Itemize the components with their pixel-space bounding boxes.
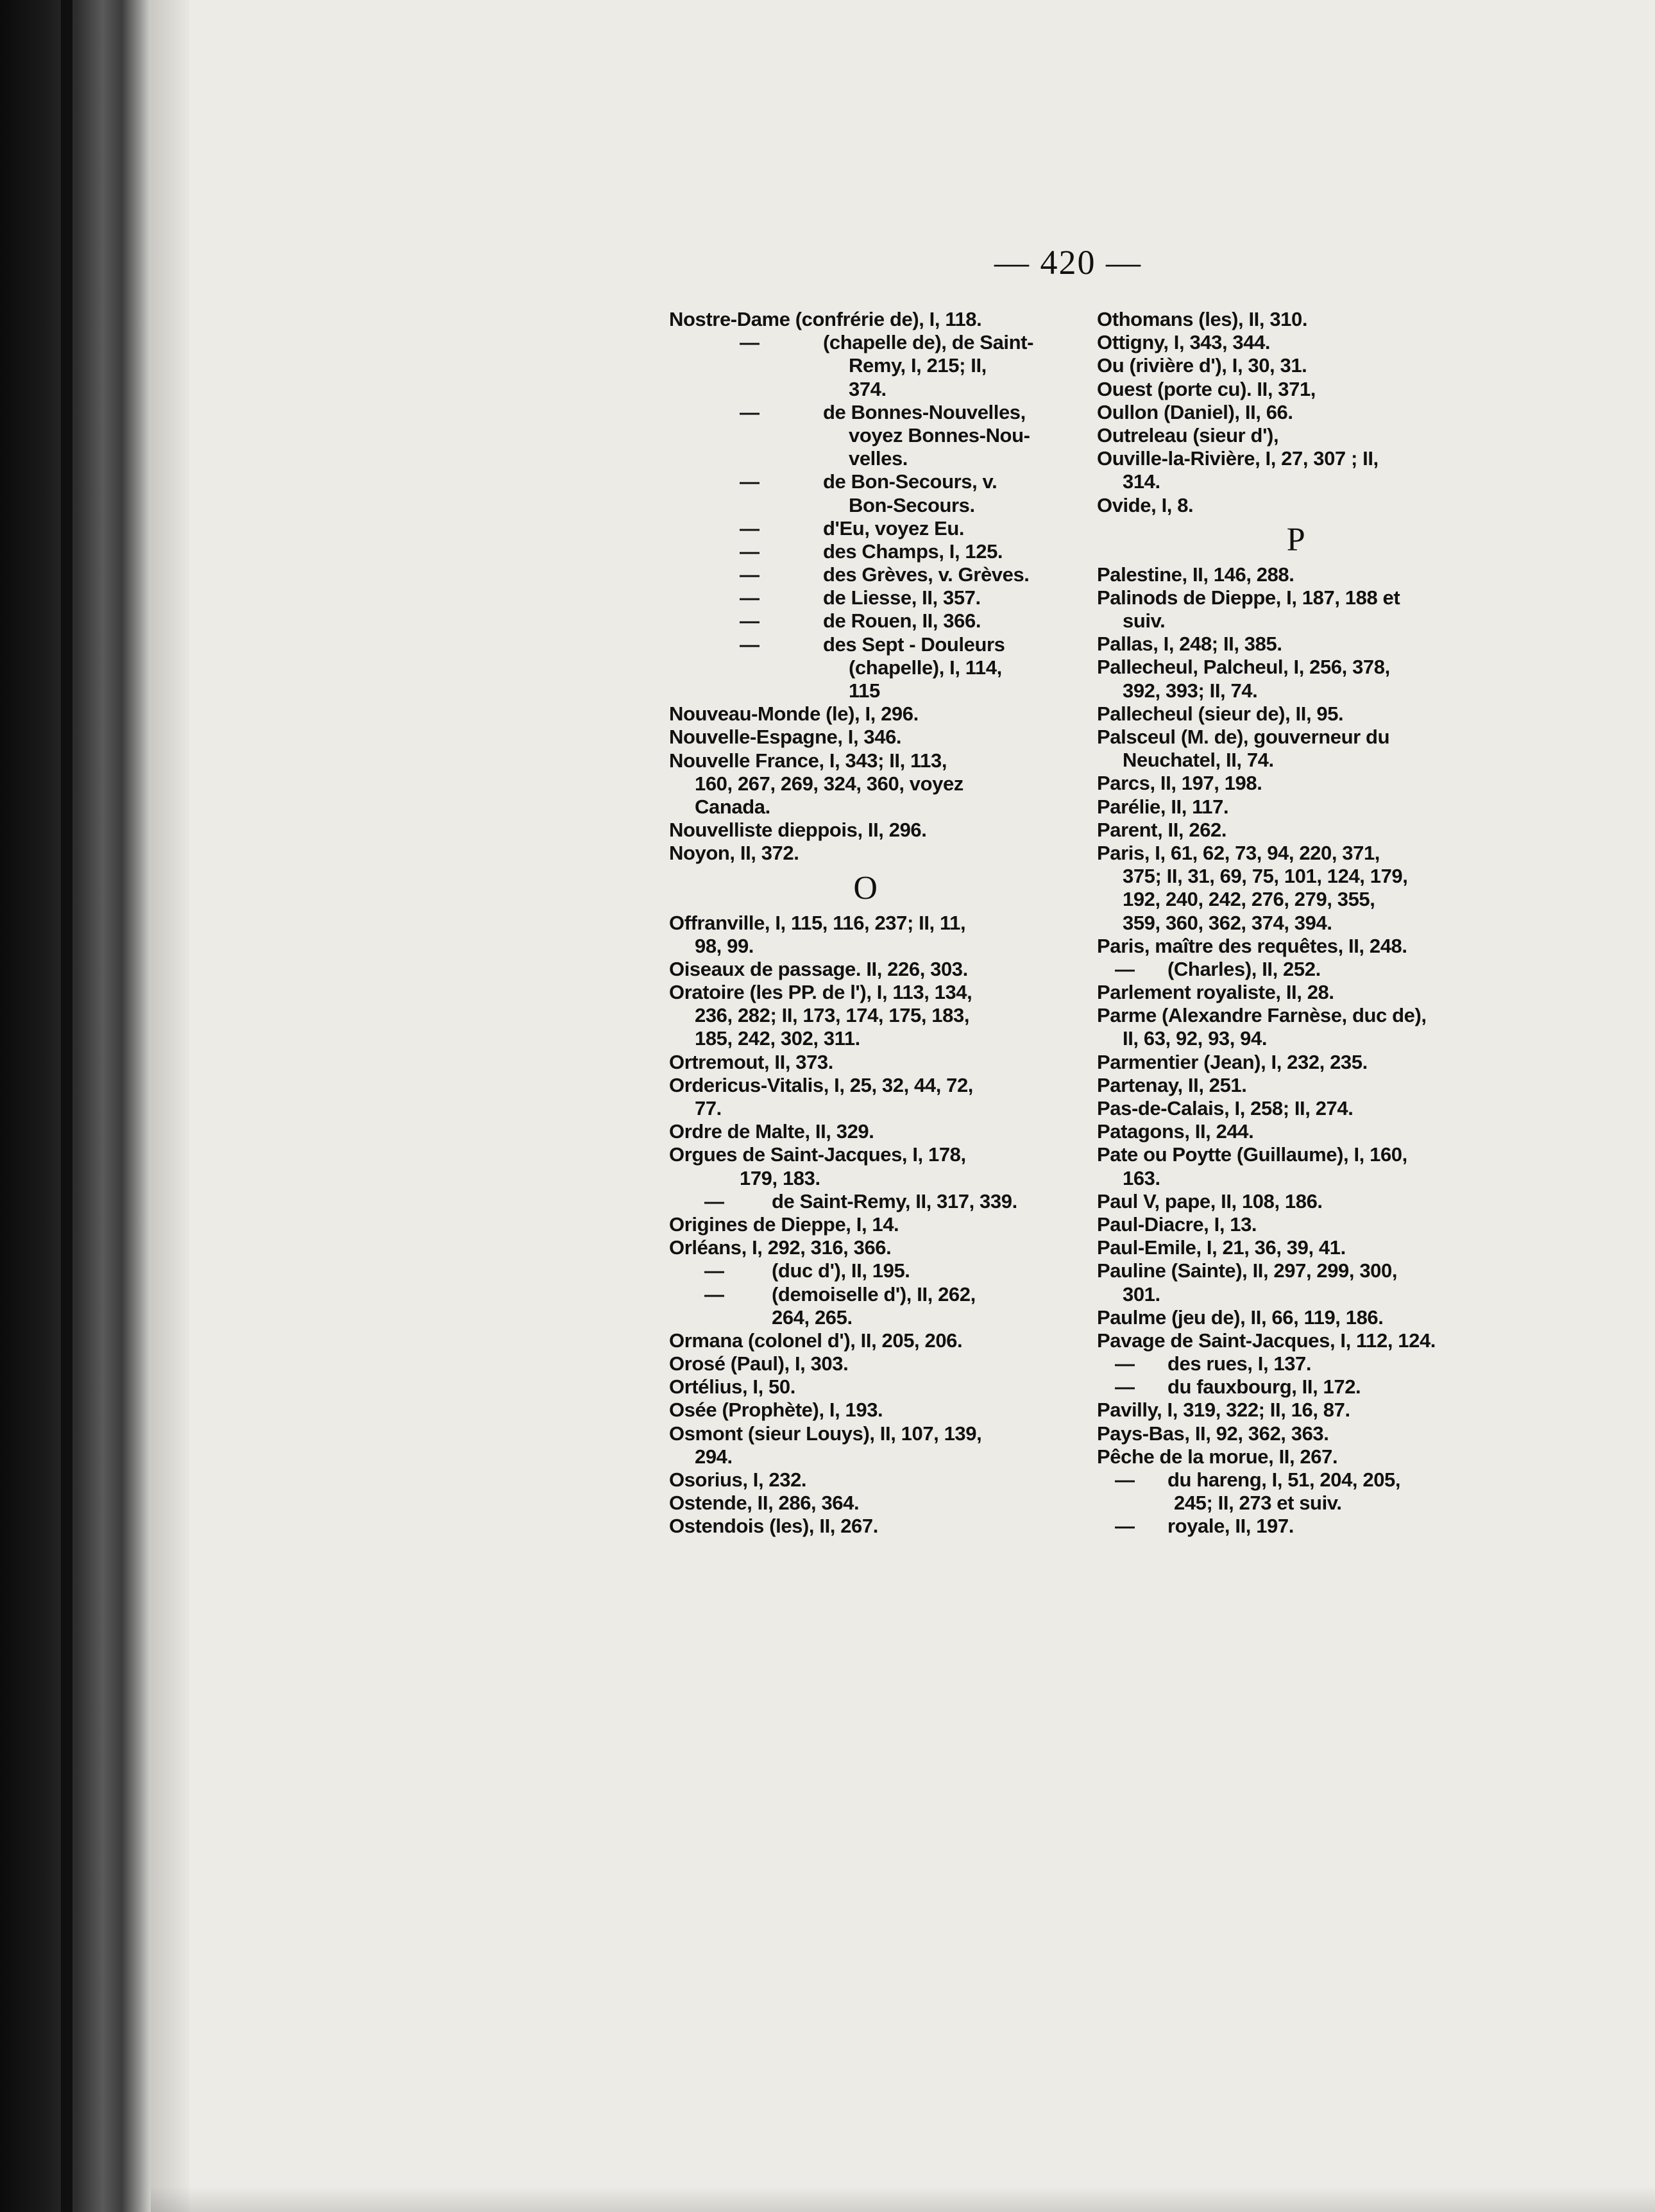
index-entry: Ouest (porte cu). II, 371, <box>1097 377 1316 400</box>
subentry-text: de Liesse, II, 357. <box>823 586 981 609</box>
ditto-dash: — <box>1115 1352 1135 1375</box>
subentry-text: des rues, I, 137. <box>1167 1352 1312 1375</box>
ditto-dash: — <box>740 563 760 586</box>
index-entry-continuation: 314. <box>1123 470 1160 493</box>
subentry-continuation: 115 <box>849 679 880 702</box>
ditto-dash: — <box>704 1259 724 1282</box>
subentry-text: du fauxbourg, II, 172. <box>1167 1375 1361 1399</box>
index-entry: Pêche de la morue, II, 267. <box>1097 1445 1338 1468</box>
index-entry: Paris, I, 61, 62, 73, 94, 220, 371, <box>1097 841 1380 864</box>
subentry-continuation: Remy, I, 215; II, <box>849 354 987 377</box>
index-subentry <box>669 586 1062 609</box>
index-entry: Ostendois (les), II, 267. <box>669 1515 878 1538</box>
index-entry: Osorius, I, 232. <box>669 1468 807 1491</box>
subentry-text: royale, II, 197. <box>1167 1515 1294 1538</box>
index-subentry <box>1097 958 1495 981</box>
index-entry: Parcs, II, 197, 198. <box>1097 772 1262 795</box>
index-entry: Ortélius, I, 50. <box>669 1375 795 1399</box>
subentry-text: du hareng, I, 51, 204, 205, <box>1167 1468 1401 1491</box>
index-subentry <box>669 1283 1062 1306</box>
index-subentry <box>1097 1352 1495 1375</box>
ditto-dash: — <box>704 1282 724 1306</box>
index-entry-continuation: suiv. <box>1123 609 1166 633</box>
index-entry: Nouvelliste dieppois, II, 296. <box>669 819 927 842</box>
index-entry: Pallas, I, 248; II, 385. <box>1097 633 1282 656</box>
page-gutter <box>151 0 189 2212</box>
index-entry: Paul-Diacre, I, 13. <box>1097 1212 1257 1236</box>
index-entry-continuation: 77. <box>695 1097 722 1119</box>
index-subentry <box>669 563 1062 586</box>
index-column-left <box>669 308 1062 1538</box>
ditto-dash: — <box>1115 1515 1135 1538</box>
index-entry-continuation: Canada. <box>695 795 770 818</box>
index-entry-continuation: 375; II, 31, 69, 75, 101, 124, 179, <box>1123 865 1408 888</box>
subentry-continuation: 264, 265. <box>772 1306 853 1329</box>
index-entry: Pas-de-Calais, I, 258; II, 274. <box>1097 1097 1354 1119</box>
subentry-text: de Bon-Secours, v. <box>823 470 997 493</box>
index-entry: Pays-Bas, II, 92, 362, 363. <box>1097 1422 1329 1445</box>
index-entry-continuation: 185, 242, 302, 311. <box>695 1027 860 1050</box>
index-entry: Ou (rivière d'), I, 30, 31. <box>1097 354 1307 377</box>
subentry-text: de Rouen, II, 366. <box>823 609 981 633</box>
index-entry: Nouveau-Monde (le), I, 296. <box>669 702 919 726</box>
index-entry: Oiseaux de passage. II, 226, 303. <box>669 957 968 980</box>
ditto-dash: — <box>740 633 760 656</box>
subentry-text: des Champs, I, 125. <box>823 540 1003 563</box>
index-entry: Origines de Dieppe, I, 14. <box>669 1212 899 1236</box>
subentry-text: (demoiselle d'), II, 262, <box>772 1282 976 1306</box>
ditto-dash: — <box>740 540 760 563</box>
ditto-dash: — <box>740 586 760 609</box>
spine-band <box>61 0 72 2212</box>
index-subentry <box>669 1259 1062 1282</box>
subentry-text: (Charles), II, 252. <box>1167 957 1321 980</box>
index-entry-continuation: Neuchatel, II, 74. <box>1123 749 1274 772</box>
index-entry: Osmont (sieur Louys), II, 107, 139, <box>669 1422 982 1445</box>
subentry-continuation: velles. <box>849 447 908 470</box>
index-entry-continuation: 301. <box>1123 1282 1160 1306</box>
index-entry: Palestine, II, 146, 288. <box>1097 563 1294 586</box>
subentry-text: (duc d'), II, 195. <box>772 1259 910 1282</box>
index-entry: Nouvelle France, I, 343; II, 113, <box>669 749 947 772</box>
subentry-continuation: voyez Bonnes-Nou- <box>849 423 1030 447</box>
index-entry: Palinods de Dieppe, I, 187, 188 et <box>1097 586 1400 609</box>
index-entry: Pallecheul (sieur de), II, 95. <box>1097 702 1344 725</box>
ditto-dash: — <box>704 1189 724 1212</box>
index-entry: Pavage de Saint-Jacques, I, 112, 124. <box>1097 1329 1436 1352</box>
subentry-text: des Sept - Douleurs <box>823 633 1005 656</box>
index-entry: Pallecheul, Palcheul, I, 256, 378, <box>1097 656 1390 679</box>
index-entry-continuation: 179, 183. <box>740 1166 820 1189</box>
index-entry: Ouville-la-Rivière, I, 27, 307 ; II, <box>1097 447 1379 470</box>
page-shadow <box>151 2186 1655 2212</box>
index-entry-continuation: 236, 282; II, 173, 174, 175, 183, <box>695 1004 970 1027</box>
subentry-text: des Grèves, v. Grèves. <box>823 563 1030 586</box>
index-entry: Ottigny, I, 343, 344. <box>1097 331 1271 354</box>
index-entry: Osée (Prophète), I, 193. <box>669 1399 883 1422</box>
index-entry: Parélie, II, 117. <box>1097 795 1229 818</box>
subentry-text: d'Eu, voyez Eu. <box>823 516 965 540</box>
index-entry: Oullon (Daniel), II, 66. <box>1097 400 1293 423</box>
subentry-continuation: 245; II, 273 et suiv. <box>1174 1492 1342 1515</box>
ditto-dash: — <box>1115 1375 1135 1399</box>
index-entry: Pate ou Poytte (Guillaume), I, 160, <box>1097 1143 1407 1166</box>
index-entry-continuation: 392, 393; II, 74. <box>1123 679 1258 702</box>
index-entry: Ormana (colonel d'), II, 205, 206. <box>669 1329 963 1352</box>
index-entry: Ortremout, II, 373. <box>669 1050 833 1073</box>
index-entry: Orgues de Saint-Jacques, I, 178, <box>669 1143 966 1166</box>
index-entry: Pauline (Sainte), II, 297, 299, 300, <box>1097 1259 1398 1282</box>
index-entry: Ostende, II, 286, 364. <box>669 1492 860 1515</box>
book-spine <box>0 0 151 2212</box>
subentry-text: de Saint-Remy, II, 317, 339. <box>772 1189 1017 1212</box>
index-entry-continuation: II, 63, 92, 93, 94. <box>1123 1027 1268 1050</box>
index-entry-continuation: 98, 99. <box>695 934 754 957</box>
index-entry: Offranville, I, 115, 116, 237; II, 11, <box>669 911 966 934</box>
index-entry: Ordericus-Vitalis, I, 25, 32, 44, 72, <box>669 1073 974 1096</box>
ditto-dash: — <box>740 470 760 493</box>
subentry-text: de Bonnes-Nouvelles, <box>823 400 1026 423</box>
subentry-text: (chapelle de), de Saint- <box>823 331 1034 354</box>
ditto-dash: — <box>740 331 760 354</box>
section-letter: P <box>1286 521 1305 558</box>
index-subentry <box>669 470 1062 493</box>
ditto-dash: — <box>740 609 760 633</box>
index-entry: Parmentier (Jean), I, 232, 235. <box>1097 1050 1368 1073</box>
index-entry: Partenay, II, 251. <box>1097 1073 1247 1096</box>
index-subentry <box>1097 1375 1495 1399</box>
index-column-right <box>1097 308 1495 1538</box>
ditto-dash: — <box>1115 1468 1135 1491</box>
index-entry: Paul V, pape, II, 108, 186. <box>1097 1189 1323 1212</box>
index-entry: Noyon, II, 372. <box>669 842 799 865</box>
index-entry: Paris, maître des requêtes, II, 248. <box>1097 934 1407 957</box>
page-number: — 420 — <box>994 243 1142 282</box>
index-subentry <box>669 633 1062 656</box>
index-entry: Oratoire (les PP. de l'), I, 113, 134, <box>669 981 972 1004</box>
index-entry: Parlement royaliste, II, 28. <box>1097 981 1334 1004</box>
index-entry: Ovide, I, 8. <box>1097 493 1194 516</box>
index-subentry <box>669 609 1062 633</box>
index-entry: Paul-Emile, I, 21, 36, 39, 41. <box>1097 1236 1346 1259</box>
index-entry-continuation: 160, 267, 269, 324, 360, voyez <box>695 772 963 795</box>
index-subentry <box>1097 1468 1495 1492</box>
ditto-dash: — <box>740 516 760 540</box>
index-subentry <box>669 540 1062 563</box>
subentry-continuation: 374. <box>849 377 887 400</box>
subentry-continuation: Bon-Secours. <box>849 493 975 516</box>
ditto-dash: — <box>740 400 760 423</box>
index-entry: Parent, II, 262. <box>1097 818 1227 841</box>
index-entry: Nouvelle-Espagne, I, 346. <box>669 726 902 749</box>
index-entry: Outreleau (sieur d'), <box>1097 423 1279 447</box>
subentry-continuation: (chapelle), I, 114, <box>849 656 1002 679</box>
index-entry: Ordre de Malte, II, 329. <box>669 1120 874 1143</box>
index-subentry <box>669 331 1062 354</box>
index-entry: Orléans, I, 292, 316, 366. <box>669 1236 892 1259</box>
index-entry: Pavilly, I, 319, 322; II, 16, 87. <box>1097 1399 1350 1422</box>
index-subentry <box>669 1190 1062 1213</box>
index-entry-continuation: 294. <box>695 1445 733 1468</box>
index-entry: Parme (Alexandre Farnèse, duc de), <box>1097 1004 1427 1027</box>
index-entry-continuation: 359, 360, 362, 374, 394. <box>1123 911 1332 934</box>
section-letter: O <box>853 869 878 906</box>
index-subentry <box>669 401 1062 424</box>
index-entry: Paulme (jeu de), II, 66, 119, 186. <box>1097 1306 1384 1329</box>
index-entry: Orosé (Paul), I, 303. <box>669 1352 849 1375</box>
index-subentry <box>669 517 1062 540</box>
index-entry: Patagons, II, 244. <box>1097 1120 1254 1143</box>
index-entry: Nostre-Dame (confrérie de), I, 118. <box>669 308 982 330</box>
index-subentry <box>1097 1515 1495 1538</box>
index-entry-continuation: 163. <box>1123 1166 1160 1189</box>
index-entry-continuation: 192, 240, 242, 276, 279, 355, <box>1123 888 1375 911</box>
ditto-dash: — <box>1115 957 1135 980</box>
index-entry: Othomans (les), II, 310. <box>1097 308 1308 330</box>
index-entry: Palsceul (M. de), gouverneur du <box>1097 726 1390 748</box>
